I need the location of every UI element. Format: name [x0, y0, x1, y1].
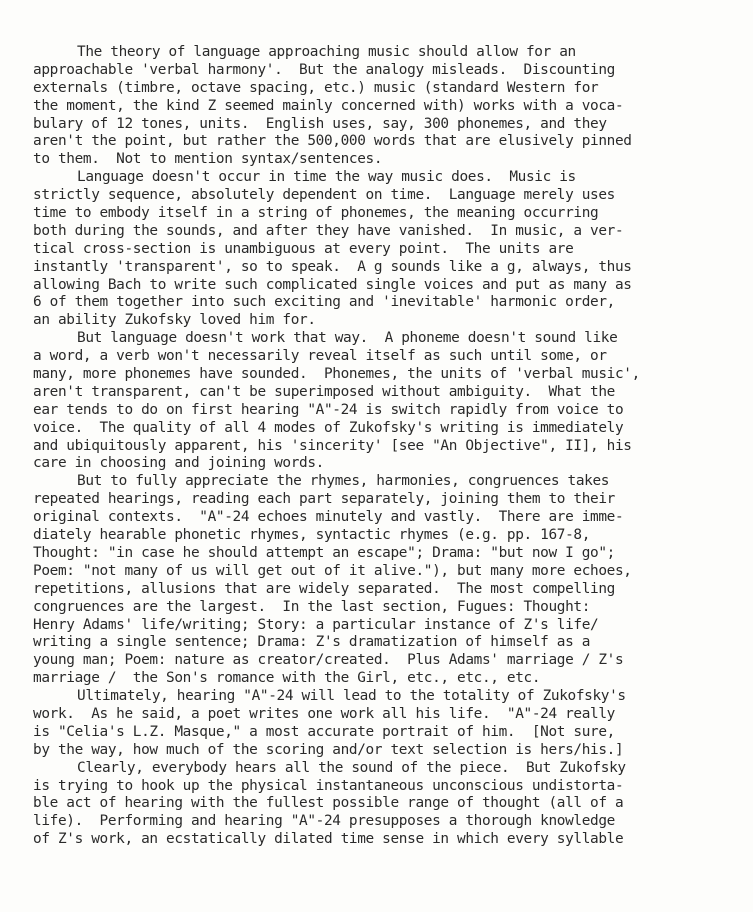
text-line: aren't the point, but rather the 500,000 words that are elusively pinned: [33, 133, 632, 150]
text-line: diately hearable phonetic rhymes, syntactic rhymes (e.g. pp. 167-8,: [33, 527, 591, 544]
text-line: tical cross-section is unambiguous at every point. The units are: [33, 240, 574, 257]
text-line: ble act of hearing with the fullest possible range of thought (all of a: [33, 795, 624, 812]
text-line: is trying to hook up the physical instantaneous unconscious undistorta-: [33, 777, 624, 794]
text-line: aren't transparent, can't be superimposed without ambiguity. What the: [33, 383, 615, 400]
text-line: by the way, how much of the scoring and/or text selection is hers/his.]: [33, 741, 624, 758]
text-line: to them. Not to mention syntax/sentences.: [33, 151, 383, 168]
text-line: is "Celia's L.Z. Masque," a most accurate portrait of him. [Not sure,: [33, 723, 615, 740]
text-line: of Z's work, an ecstatically dilated time sense in which every syllable: [33, 831, 624, 848]
text-line: both during the sounds, and after they have vanished. In music, a ver-: [33, 222, 624, 239]
text-line: But to fully appreciate the rhymes, harmonies, congruences takes: [77, 473, 610, 490]
text-line: voice. The quality of all 4 modes of Zukofsky's writing is immediately: [33, 419, 624, 436]
text-line: repeated hearings, reading each part separately, joining them to their: [33, 491, 615, 508]
text-line: life). Performing and hearing "A"-24 presupposes a thorough knowledge: [33, 813, 615, 830]
text-line: many, more phonemes have sounded. Phonemes, the units of 'verbal music',: [33, 366, 640, 383]
text-line: work. As he said, a poet writes one work all his life. "A"-24 really: [33, 705, 615, 722]
text-line: original contexts. "A"-24 echoes minutely and vastly. There are imme-: [33, 509, 624, 526]
text-line: young man; Poem: nature as creator/created. Plus Adams' marriage / Z's: [33, 652, 624, 669]
essay-body: [33, 44, 733, 849]
paragraph: [33, 44, 733, 169]
text-line: But language doesn't work that way. A phoneme doesn't sound like: [77, 330, 618, 347]
text-line: marriage / the Son's romance with the Girl, etc., etc., etc.: [33, 670, 541, 687]
text-line: the moment, the kind Z seemed mainly concerned with) works with a voca-: [33, 97, 624, 114]
text-line: Language doesn't occur in time the way music does. Music is: [77, 169, 576, 186]
text-line: and ubiquitously apparent, his 'sincerity' [see "An Objective", II], his: [33, 437, 632, 454]
text-line: Thought: "in case he should attempt an escape"; Drama: "but now I go";: [33, 544, 615, 561]
text-line: time to embody itself in a string of phonemes, the meaning occurring: [33, 205, 599, 222]
text-line: Clearly, everybody hears all the sound of the piece. But Zukofsky: [77, 759, 626, 776]
text-line: approachable 'verbal harmony'. But the analogy misleads. Discounting: [33, 61, 615, 78]
text-line: Poem: "not many of us will get out of it alive."), but many more echoes,: [33, 562, 632, 579]
text-line: Henry Adams' life/writing; Story: a particular instance of Z's life/: [33, 616, 599, 633]
paragraph: [33, 169, 733, 330]
text-line: instantly 'transparent', so to speak. A g sounds like a g, always, thus: [33, 258, 632, 275]
text-line: an ability Zukofsky loved him for.: [33, 312, 316, 329]
paragraph: [33, 760, 733, 849]
text-line: 6 of them together into such exciting and 'inevitable' harmonic order,: [33, 294, 615, 311]
paragraph: [33, 330, 733, 473]
text-line: Ultimately, hearing "A"-24 will lead to the totality of Zukofsky's: [77, 688, 626, 705]
text-line: congruences are the largest. In the last section, Fugues: Thought:: [33, 598, 591, 615]
text-line: care in choosing and joining words.: [33, 455, 324, 472]
text-line: externals (timbre, octave spacing, etc.) music (standard Western for: [33, 79, 599, 96]
text-line: ear tends to do on first hearing "A"-24 is switch rapidly from voice to: [33, 401, 624, 418]
text-line: The theory of language approaching music should allow for an: [77, 44, 576, 60]
text-line: bulary of 12 tones, units. English uses, say, 300 phonemes, and they: [33, 115, 607, 132]
text-line: writing a single sentence; Drama: Z's dramatization of himself as a: [33, 634, 591, 651]
paragraph: [33, 473, 733, 688]
paragraph: [33, 688, 733, 760]
text-line: allowing Bach to write such complicated single voices and put as many as: [33, 276, 632, 293]
text-line: repetitions, allusions that are widely separated. The most compelling: [33, 580, 615, 597]
text-line: a word, a verb won't necessarily reveal itself as such until some, or: [33, 348, 607, 365]
text-line: strictly sequence, absolutely dependent on time. Language merely uses: [33, 187, 615, 204]
